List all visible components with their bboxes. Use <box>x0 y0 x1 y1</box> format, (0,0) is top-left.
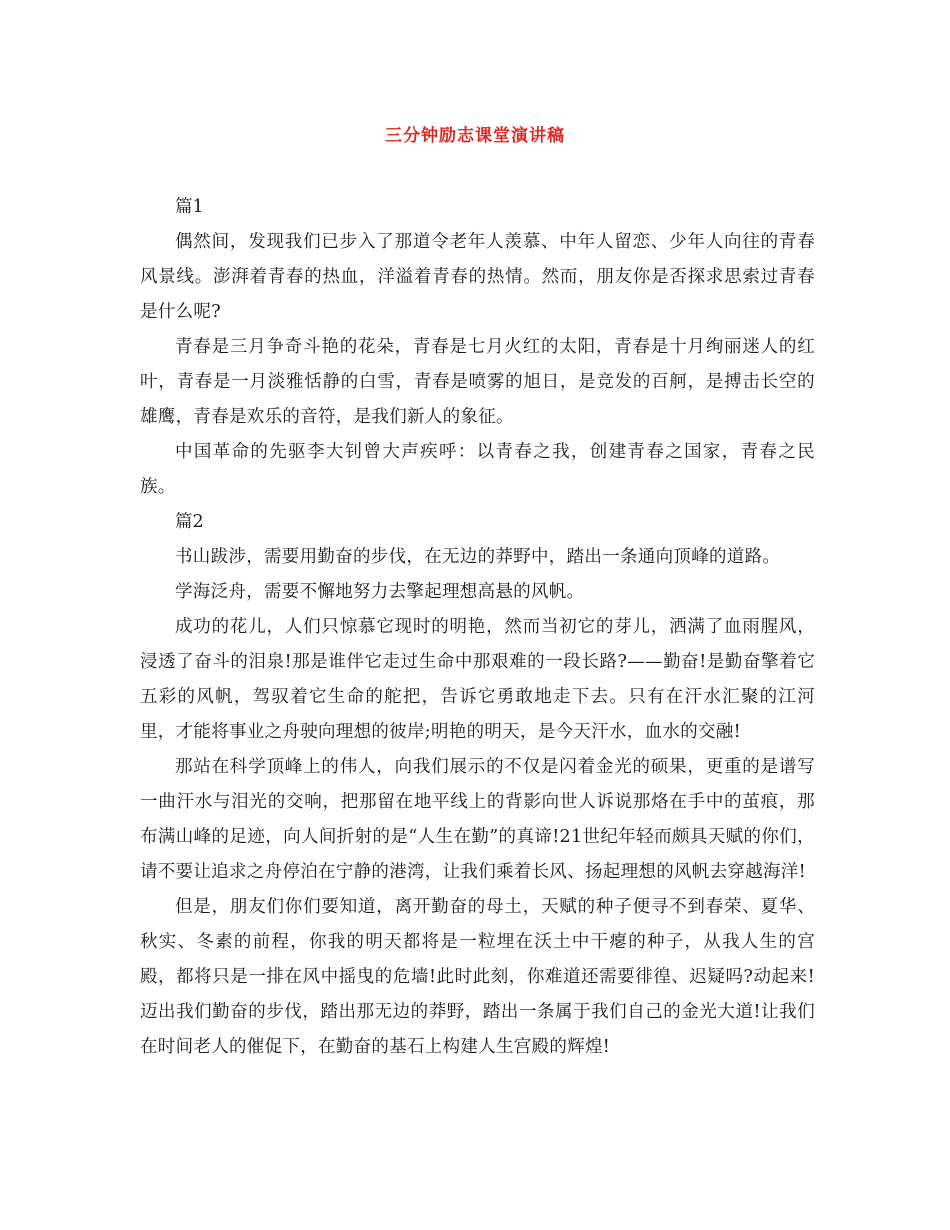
paragraph: 学海泛舟，需要不懈地努力去擎起理想高悬的风帆。 <box>175 582 585 602</box>
paragraph: 但是，朋友们你们要知道，离开勤奋的母土，天赋的种子便寻不到春荣、夏华、秋实、冬素的前程，你我的明天都将是一粒埋在沃土中干瘪的种子，从我人生的宫殿，都将只是一排在风中摇曳的危墙!此时此刻，你难道还需要徘徨、迟疑吗?动起来!迈出我们勤奋的步伐，踏出那无边的莽野，踏出一条属于我们自己的金光大道!让我们在时间老人的催促下，在勤奋的基石上构建人生宫殿的辉煌! <box>140 897 815 1057</box>
paragraph: 青春是三月争奇斗艳的花朵，青春是七月火红的太阳，青春是十月绚丽迷人的红叶，青春是一月淡雅恬静的白雪，青春是喷雾的旭日，是竞发的百舸，是搏击长空的雄鹰，青春是欢乐的音符，是我们新人的象征。 <box>140 337 815 427</box>
document-title: 三分钟励志课堂演讲稿 <box>385 126 565 146</box>
section-heading: 篇2 <box>175 512 204 532</box>
section-heading: 篇1 <box>175 197 204 217</box>
paragraph: 中国革命的先驱李大钊曾大声疾呼：以青春之我，创建青春之国家，青春之民族。 <box>140 442 815 497</box>
paragraph: 书山跋涉，需要用勤奋的步伐，在无边的莽野中，踏出一条通向顶峰的道路。 <box>175 547 781 567</box>
paragraph: 偶然间，发现我们已步入了那道令老年人羡慕、中年人留恋、少年人向往的青春风景线。澎湃着青春的热血，洋溢着青春的热情。然而，朋友你是否探求思索过青春是什么呢? <box>140 232 815 322</box>
paragraph: 那站在科学顶峰上的伟人，向我们展示的不仅是闪着金光的硕果，更重的是谱写一曲汗水与泪光的交响，把那留在地平线上的背影向世人诉说那烙在手中的茧痕，那布满山峰的足迹，向人间折射的是“人生在勤”的真谛!21世纪年轻而颇具天赋的你们，请不要让追求之舟停泊在宁静的港湾，让我们乘着长风、扬起理想的风帆去穿越海洋! <box>140 757 815 882</box>
document-body <box>140 190 815 1065</box>
paragraph: 成功的花儿，人们只惊慕它现时的明艳，然而当初它的芽儿，洒满了血雨腥风，浸透了奋斗的泪泉!那是谁伴它走过生命中那艰难的一段长路?——勤奋!是勤奋擎着它五彩的风帆，驾驭着它生命的舵把，告诉它勇敢地走下去。只有在汗水汇聚的江河里，才能将事业之舟驶向理想的彼岸;明艳的明天，是今天汗水，血水的交融! <box>140 617 815 742</box>
